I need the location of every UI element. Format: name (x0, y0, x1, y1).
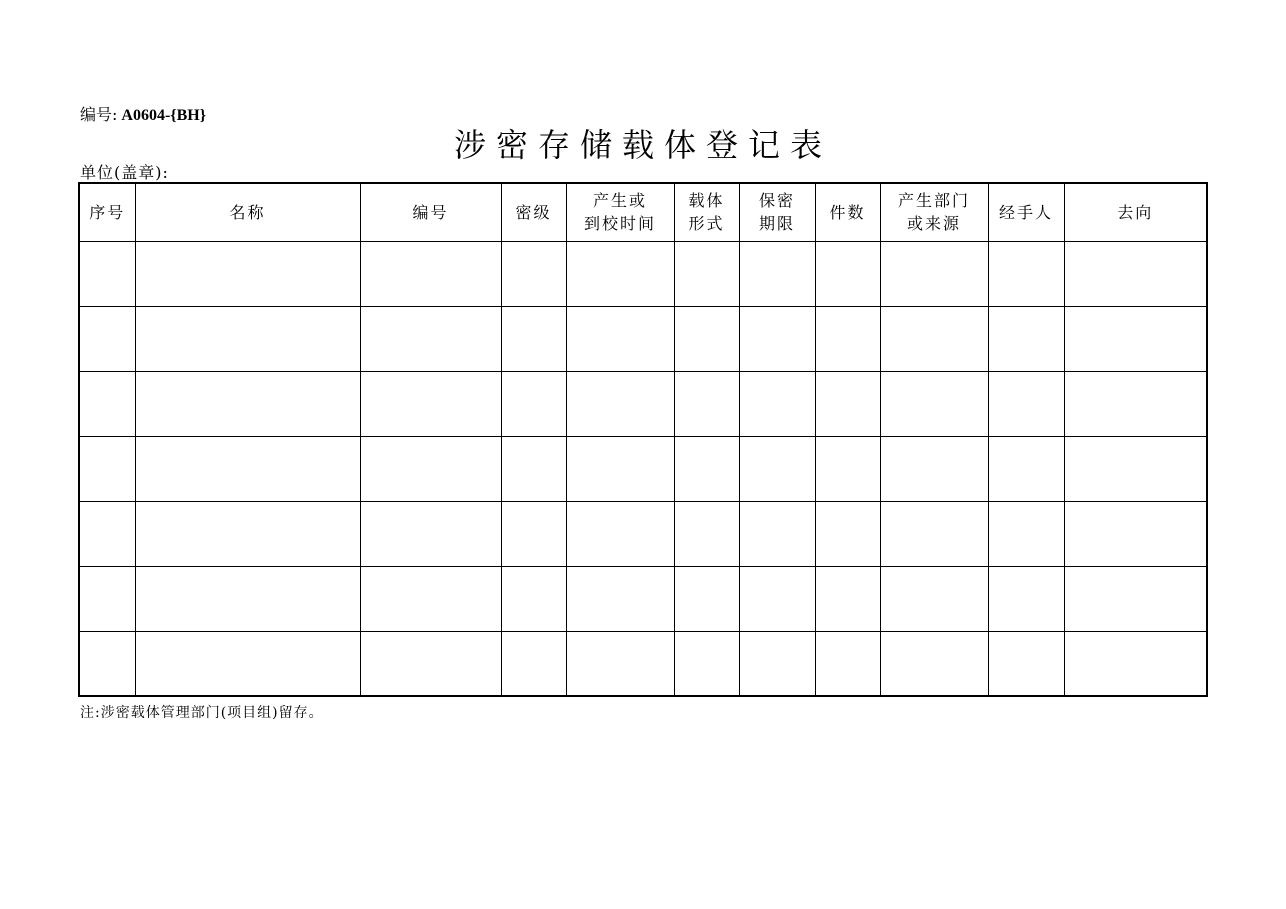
column-header-label-line2: 形式 (688, 214, 725, 234)
table-cell[interactable] (988, 371, 1064, 436)
column-header-label: 序号 (89, 202, 126, 222)
table-cell[interactable] (880, 436, 988, 501)
column-header (988, 183, 1064, 241)
table-cell[interactable] (79, 371, 135, 436)
table-cell[interactable] (674, 306, 739, 371)
table-cell[interactable] (880, 566, 988, 631)
table-cell[interactable] (988, 306, 1064, 371)
document-code-label: 编号: (80, 105, 118, 124)
table-cell[interactable] (674, 566, 739, 631)
table-cell[interactable] (360, 631, 501, 696)
table-cell[interactable] (815, 371, 880, 436)
table-cell[interactable] (566, 306, 674, 371)
column-header (566, 183, 674, 241)
table-row (79, 566, 1207, 631)
column-header (880, 183, 988, 241)
column-header (1064, 183, 1207, 241)
table-cell[interactable] (79, 566, 135, 631)
column-header (674, 183, 739, 241)
column-header-label: 产生部门 (897, 191, 970, 211)
table-cell[interactable] (739, 566, 815, 631)
table-cell[interactable] (135, 436, 360, 501)
table-cell[interactable] (815, 631, 880, 696)
table-cell[interactable] (360, 566, 501, 631)
table-cell[interactable] (815, 241, 880, 306)
table-row (79, 631, 1207, 696)
table-cell[interactable] (1064, 436, 1207, 501)
column-header-label: 名称 (229, 202, 266, 222)
table-cell[interactable] (566, 566, 674, 631)
table-row (79, 306, 1207, 371)
table-cell[interactable] (566, 241, 674, 306)
table-cell[interactable] (79, 631, 135, 696)
table-cell[interactable] (360, 241, 501, 306)
table-header-row (79, 183, 1207, 241)
table-cell[interactable] (135, 566, 360, 631)
table-cell[interactable] (815, 501, 880, 566)
table-cell[interactable] (739, 241, 815, 306)
table-cell[interactable] (566, 371, 674, 436)
table-cell[interactable] (1064, 566, 1207, 631)
table-cell[interactable] (360, 371, 501, 436)
table-cell[interactable] (135, 631, 360, 696)
column-header-label: 件数 (829, 202, 866, 222)
table-cell[interactable] (1064, 501, 1207, 566)
table-cell[interactable] (501, 241, 566, 306)
document-code-value: A0604-{BH} (121, 107, 207, 124)
table-cell[interactable] (566, 501, 674, 566)
column-header-label-line2: 或来源 (906, 214, 961, 234)
table-cell[interactable] (1064, 631, 1207, 696)
column-header (739, 183, 815, 241)
column-header-label: 编号 (412, 202, 449, 222)
table-cell[interactable] (135, 501, 360, 566)
table-cell[interactable] (674, 631, 739, 696)
table-cell[interactable] (501, 436, 566, 501)
table-cell[interactable] (135, 241, 360, 306)
column-header-label-line2: 到校时间 (583, 214, 656, 234)
table-cell[interactable] (880, 306, 988, 371)
table-row (79, 241, 1207, 306)
column-header (360, 183, 501, 241)
column-header-label: 载体 (688, 191, 725, 211)
table-cell[interactable] (988, 631, 1064, 696)
unit-label: 单位(盖章): (80, 163, 169, 182)
table-cell[interactable] (988, 436, 1064, 501)
table-cell[interactable] (360, 306, 501, 371)
table-cell[interactable] (79, 436, 135, 501)
table-cell[interactable] (79, 501, 135, 566)
column-header (135, 183, 360, 241)
table-cell[interactable] (360, 436, 501, 501)
column-header-label: 去向 (1117, 202, 1154, 222)
table-cell[interactable] (988, 241, 1064, 306)
table-cell[interactable] (360, 501, 501, 566)
table-row (79, 371, 1207, 436)
table-cell[interactable] (880, 501, 988, 566)
column-header-label: 密级 (515, 202, 552, 222)
table-cell[interactable] (880, 631, 988, 696)
table-cell[interactable] (815, 436, 880, 501)
footer-note: 注:涉密载体管理部门(项目组)留存。 (80, 705, 324, 721)
table-cell[interactable] (566, 436, 674, 501)
table-cell[interactable] (501, 566, 566, 631)
table-cell[interactable] (79, 306, 135, 371)
table-cell[interactable] (1064, 371, 1207, 436)
table-cell[interactable] (880, 241, 988, 306)
table-cell[interactable] (1064, 241, 1207, 306)
table-cell[interactable] (1064, 306, 1207, 371)
table-cell[interactable] (135, 371, 360, 436)
table-cell[interactable] (739, 371, 815, 436)
table-cell[interactable] (674, 501, 739, 566)
table-cell[interactable] (674, 241, 739, 306)
column-header-label-line2: 期限 (758, 214, 795, 234)
table-cell[interactable] (988, 566, 1064, 631)
table-cell[interactable] (501, 631, 566, 696)
table-cell[interactable] (739, 436, 815, 501)
table-row (79, 436, 1207, 501)
table-cell[interactable] (988, 501, 1064, 566)
column-header (79, 183, 135, 241)
table-cell[interactable] (815, 306, 880, 371)
table-cell[interactable] (739, 501, 815, 566)
table-cell[interactable] (566, 631, 674, 696)
table-cell[interactable] (135, 306, 360, 371)
table-cell[interactable] (739, 306, 815, 371)
column-header-label: 保密 (758, 191, 795, 211)
column-header-label: 产生或 (592, 191, 647, 211)
column-header-label: 经手人 (998, 202, 1053, 222)
table-row (79, 501, 1207, 566)
table-cell[interactable] (674, 371, 739, 436)
table-cell[interactable] (501, 371, 566, 436)
table-cell[interactable] (815, 566, 880, 631)
page-title: 涉密存储载体登记表 (453, 126, 832, 164)
table-cell[interactable] (880, 371, 988, 436)
column-header (501, 183, 566, 241)
register-table (78, 182, 1208, 697)
table-body (79, 241, 1207, 696)
table-cell[interactable] (501, 501, 566, 566)
table-cell[interactable] (739, 631, 815, 696)
table-cell[interactable] (501, 306, 566, 371)
table-cell[interactable] (674, 436, 739, 501)
column-header (815, 183, 880, 241)
table-cell[interactable] (79, 241, 135, 306)
